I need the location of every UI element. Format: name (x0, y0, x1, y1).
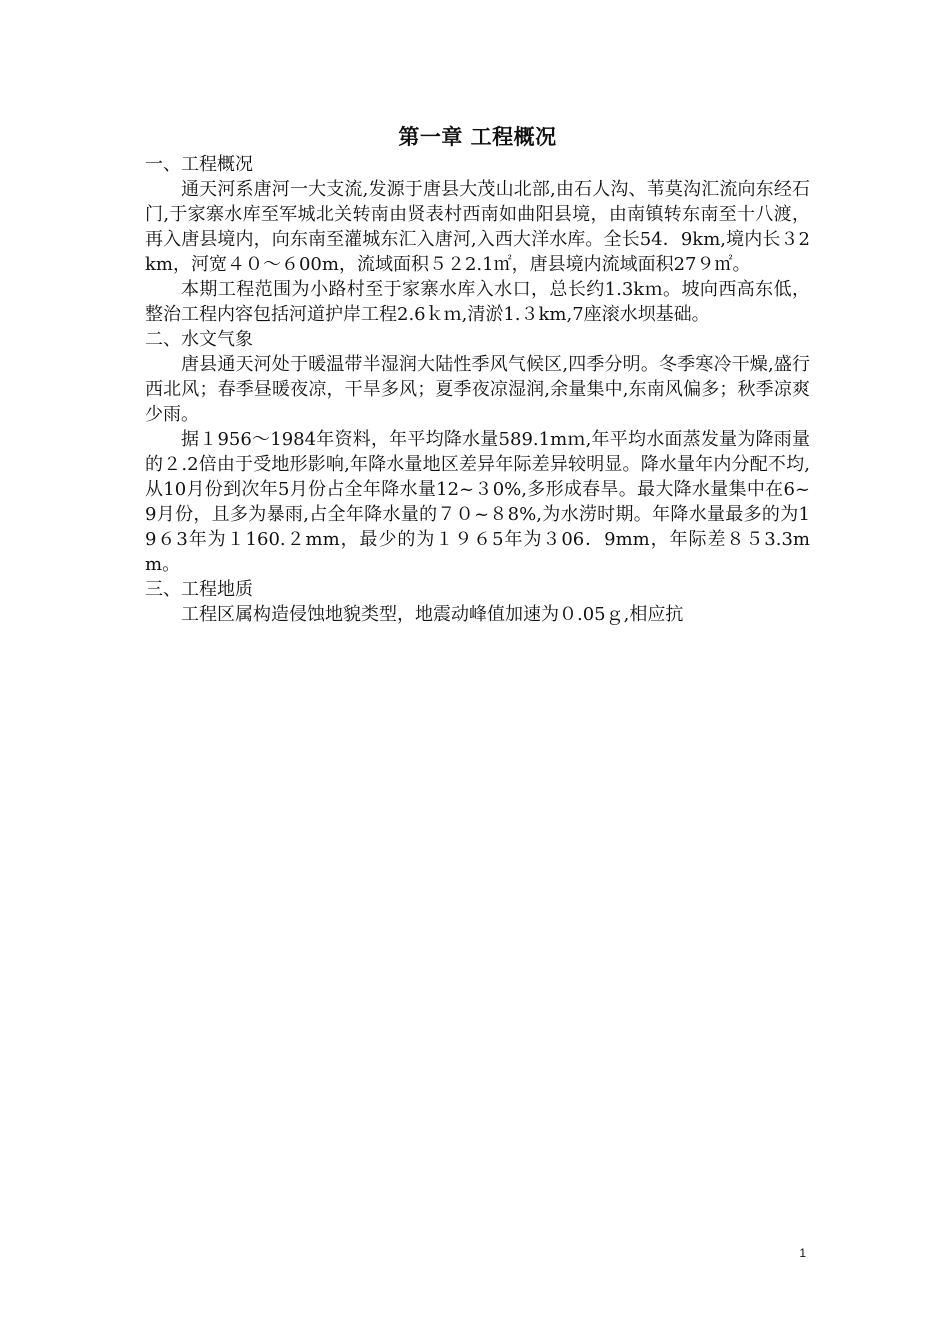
paragraph: 通天河系唐河一大支流,发源于唐县大茂山北部,由石人沟、苇莫沟汇流向东经石门,于家寨水库至军城北关转南由贤表村西南如曲阳县境，由南镇转东南至十八渡，再入唐县境内，向东南至灌城东汇入唐河,入西大洋水库。全长54．9km,境内长３2km，河宽４０～６00m，流域面积５２2.1㎡，唐县境内流域面积27９㎡。 (145, 179, 810, 275)
section-heading: 一、工程概况 (145, 154, 253, 175)
document-body (145, 122, 810, 627)
chapter-title: 第一章 工程概况 (398, 125, 557, 149)
page-number: 1 (799, 1246, 806, 1260)
paragraph: 唐县通天河处于暖温带半湿润大陆性季风气候区,四季分明。冬季寒冷干燥,盛行西北风；春季昼暖夜凉，干旱多风；夏季夜凉湿润,余量集中,东南风偏多；秋季凉爽少雨。 (145, 354, 810, 425)
paragraph: 本期工程范围为小路村至于家寨水库入水口，总长约1.3kｍ。坡向西高东低，整治工程内容包括河道护岸工程2.6ｋｍ,清淤1.３km,7座滚水坝基础。 (145, 279, 810, 325)
section-hydrology-meteorology (145, 327, 810, 577)
section-project-overview (145, 152, 810, 327)
paragraph: 工程区属构造侵蚀地貌类型，地震动峰值加速为０.05ｇ,相应抗 (181, 604, 684, 625)
section-heading: 三、工程地质 (145, 579, 253, 600)
section-engineering-geology (145, 577, 810, 627)
paragraph: 据１956～1984年资料，年平均降水量589.1mｍ,年平均水面蒸发量为降雨量的２.2倍由于受地形影响,年降水量地区差异年际差异较明显。降水量年内分配不均,从10月份到次年5月份占全年降水量12~３0%,多形成春旱。最大降水量集中在6~9月份，且多为暴雨,占全年降水量的７０~８8%,为水涝时期。年降水量最多的为19６3年为１160.２mm，最少的为１９６5年为３06．9mm，年际差８５3.3mm。 (145, 429, 810, 575)
section-heading: 二、水文气象 (145, 329, 253, 350)
